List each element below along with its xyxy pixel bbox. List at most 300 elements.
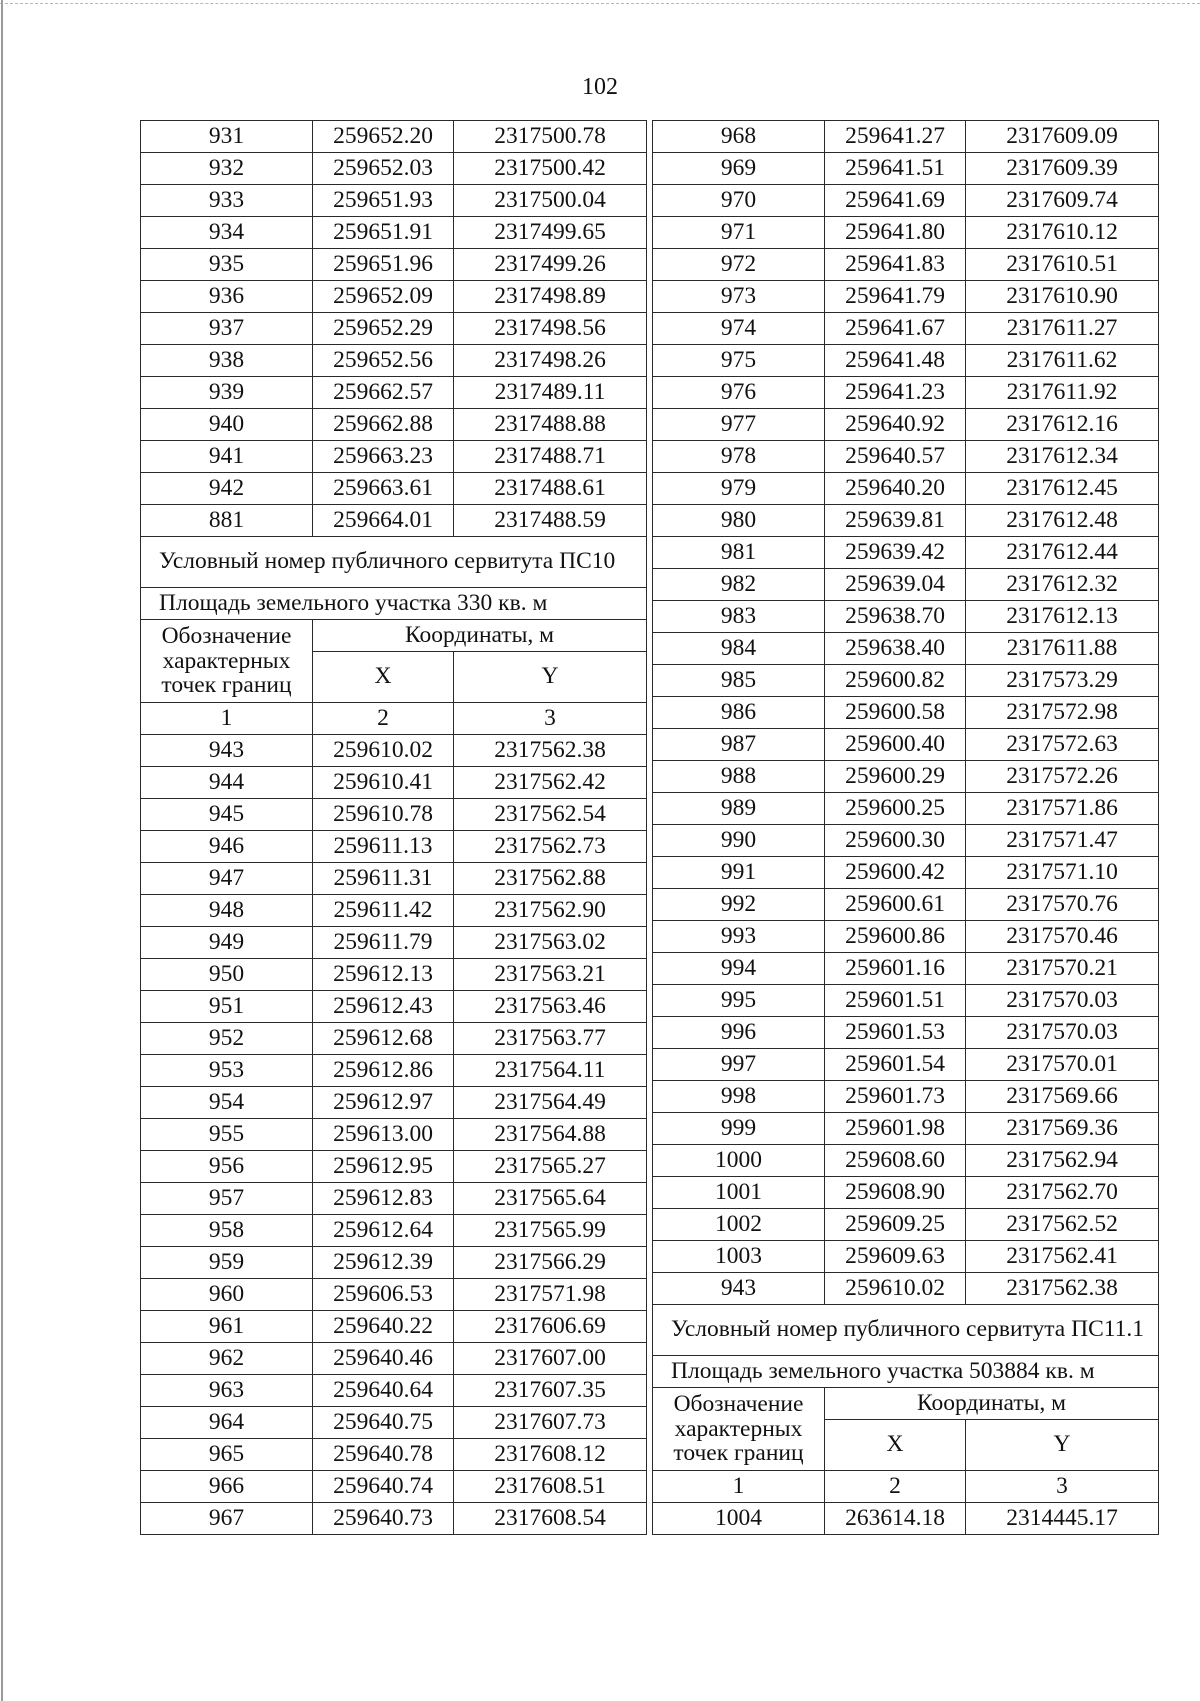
table-row <box>653 857 1159 889</box>
x-coordinate: 259606.53 <box>313 1279 454 1311</box>
y-coordinate: 2314445.17 <box>966 1503 1159 1535</box>
x-coordinate: 259609.63 <box>825 1241 966 1273</box>
x-coordinate: 259640.92 <box>825 409 966 441</box>
x-coordinate: 259612.64 <box>313 1215 454 1247</box>
table-row <box>141 441 647 473</box>
coordinates-column-header: Координаты, м <box>825 1388 1159 1420</box>
x-coordinate: 259641.83 <box>825 249 966 281</box>
x-coordinate: 259612.43 <box>313 991 454 1023</box>
table-row <box>653 793 1159 825</box>
y-coordinate: 2317566.29 <box>454 1247 647 1279</box>
table-row <box>653 505 1159 537</box>
x-coordinate: 259652.09 <box>313 281 454 313</box>
x-coordinate: 263614.18 <box>825 1503 966 1535</box>
x-coordinate: 259652.29 <box>313 313 454 345</box>
x-coordinate: 259640.74 <box>313 1471 454 1503</box>
point-number: 941 <box>141 441 313 473</box>
y-coordinate: 2317500.42 <box>454 153 647 185</box>
x-coordinate: 259652.56 <box>313 345 454 377</box>
page-number: 102 <box>582 74 618 100</box>
x-coordinate: 259641.80 <box>825 217 966 249</box>
column-number-1: 1 <box>141 703 313 735</box>
point-number: 974 <box>653 313 825 345</box>
x-coordinate: 259601.54 <box>825 1049 966 1081</box>
y-coordinate: 2317562.73 <box>454 831 647 863</box>
table-row <box>653 761 1159 793</box>
x-coordinate: 259612.68 <box>313 1023 454 1055</box>
y-coordinate: 2317571.10 <box>966 857 1159 889</box>
y-coordinate: 2317488.59 <box>454 505 647 537</box>
point-number: 995 <box>653 985 825 1017</box>
table-row <box>141 927 647 959</box>
point-number: 965 <box>141 1439 313 1471</box>
servitude-title: Условный номер публичного сервитута ПС10 <box>141 537 647 588</box>
table-row <box>653 121 1159 153</box>
point-number: 957 <box>141 1183 313 1215</box>
table-row <box>141 1183 647 1215</box>
table-row <box>653 825 1159 857</box>
point-number: 938 <box>141 345 313 377</box>
table-row <box>653 1273 1159 1305</box>
y-coordinate: 2317612.34 <box>966 441 1159 473</box>
table-row <box>653 665 1159 697</box>
x-coordinate: 259640.57 <box>825 441 966 473</box>
y-coordinate: 2317572.98 <box>966 697 1159 729</box>
y-coordinate: 2317563.46 <box>454 991 647 1023</box>
table-row <box>653 697 1159 729</box>
point-number: 975 <box>653 345 825 377</box>
table-row <box>141 1055 647 1087</box>
table-row <box>141 1023 647 1055</box>
point-number: 944 <box>141 767 313 799</box>
point-number: 933 <box>141 185 313 217</box>
point-number: 971 <box>653 217 825 249</box>
table-row <box>653 921 1159 953</box>
y-coordinate: 2317607.00 <box>454 1343 647 1375</box>
x-coordinate: 259641.69 <box>825 185 966 217</box>
x-coordinate: 259641.67 <box>825 313 966 345</box>
x-coordinate: 259608.90 <box>825 1177 966 1209</box>
point-number: 940 <box>141 409 313 441</box>
y-coordinate: 2317564.88 <box>454 1119 647 1151</box>
x-coordinate: 259600.40 <box>825 729 966 761</box>
point-number: 994 <box>653 953 825 985</box>
table-row <box>141 1215 647 1247</box>
y-coordinate: 2317565.64 <box>454 1183 647 1215</box>
left-section-rows <box>141 735 647 1535</box>
x-coordinate: 259651.93 <box>313 185 454 217</box>
point-number: 996 <box>653 1017 825 1049</box>
table-row <box>141 959 647 991</box>
point-number: 932 <box>141 153 313 185</box>
table-row <box>141 767 647 799</box>
table-row <box>653 185 1159 217</box>
table-row <box>141 249 647 281</box>
point-number: 949 <box>141 927 313 959</box>
point-number: 1002 <box>653 1209 825 1241</box>
y-coordinate: 2317569.66 <box>966 1081 1159 1113</box>
point-number: 993 <box>653 921 825 953</box>
x-coordinate: 259601.98 <box>825 1113 966 1145</box>
table-row <box>141 1311 647 1343</box>
y-coordinate: 2317562.41 <box>966 1241 1159 1273</box>
table-row <box>653 281 1159 313</box>
point-number: 990 <box>653 825 825 857</box>
x-coordinate: 259638.40 <box>825 633 966 665</box>
y-coordinate: 2317570.21 <box>966 953 1159 985</box>
table-row <box>141 1471 647 1503</box>
y-coordinate: 2317608.12 <box>454 1439 647 1471</box>
point-number: 997 <box>653 1049 825 1081</box>
left-section-header <box>141 537 647 735</box>
table-row <box>653 153 1159 185</box>
y-coordinate: 2317607.73 <box>454 1407 647 1439</box>
x-column-header: X <box>825 1420 966 1471</box>
x-coordinate: 259600.30 <box>825 825 966 857</box>
x-coordinate: 259662.57 <box>313 377 454 409</box>
table-row <box>653 985 1159 1017</box>
y-coordinate: 2317612.16 <box>966 409 1159 441</box>
table-row <box>141 473 647 505</box>
x-coordinate: 259612.97 <box>313 1087 454 1119</box>
point-number: 950 <box>141 959 313 991</box>
y-coordinate: 2317500.04 <box>454 185 647 217</box>
point-number: 935 <box>141 249 313 281</box>
area-title: Площадь земельного участка 503884 кв. м <box>653 1356 1159 1388</box>
y-coordinate: 2317610.90 <box>966 281 1159 313</box>
y-coordinate: 2317565.27 <box>454 1151 647 1183</box>
table-row <box>141 281 647 313</box>
y-coordinate: 2317573.29 <box>966 665 1159 697</box>
y-coordinate: 2317612.32 <box>966 569 1159 601</box>
x-coordinate: 259640.75 <box>313 1407 454 1439</box>
y-coordinate: 2317563.02 <box>454 927 647 959</box>
x-coordinate: 259612.13 <box>313 959 454 991</box>
y-coordinate: 2317562.94 <box>966 1145 1159 1177</box>
table-row <box>141 991 647 1023</box>
y-coordinate: 2317611.88 <box>966 633 1159 665</box>
y-coordinate: 2317612.48 <box>966 505 1159 537</box>
table-row <box>653 953 1159 985</box>
table-row <box>653 1113 1159 1145</box>
y-coordinate: 2317564.49 <box>454 1087 647 1119</box>
x-coordinate: 259611.42 <box>313 895 454 927</box>
point-number: 977 <box>653 409 825 441</box>
y-column-header: Y <box>966 1420 1159 1471</box>
y-coordinate: 2317570.03 <box>966 1017 1159 1049</box>
x-coordinate: 259611.79 <box>313 927 454 959</box>
y-coordinate: 2317563.21 <box>454 959 647 991</box>
point-number: 984 <box>653 633 825 665</box>
y-coordinate: 2317572.63 <box>966 729 1159 761</box>
table-row <box>141 895 647 927</box>
point-number: 939 <box>141 377 313 409</box>
y-coordinate: 2317608.54 <box>454 1503 647 1535</box>
point-number: 943 <box>653 1273 825 1305</box>
table-row <box>141 1119 647 1151</box>
x-coordinate: 259601.16 <box>825 953 966 985</box>
point-number: 978 <box>653 441 825 473</box>
x-coordinate: 259610.02 <box>313 735 454 767</box>
table-row <box>653 1017 1159 1049</box>
point-number: 964 <box>141 1407 313 1439</box>
point-number: 982 <box>653 569 825 601</box>
point-number: 967 <box>141 1503 313 1535</box>
point-number: 985 <box>653 665 825 697</box>
y-coordinate: 2317612.45 <box>966 473 1159 505</box>
x-coordinate: 259600.29 <box>825 761 966 793</box>
x-coordinate: 259600.86 <box>825 921 966 953</box>
x-coordinate: 259600.25 <box>825 793 966 825</box>
x-coordinate: 259608.60 <box>825 1145 966 1177</box>
y-coordinate: 2317565.99 <box>454 1215 647 1247</box>
y-coordinate: 2317607.35 <box>454 1375 647 1407</box>
y-coordinate: 2317571.86 <box>966 793 1159 825</box>
table-row <box>653 249 1159 281</box>
point-number: 1000 <box>653 1145 825 1177</box>
y-coordinate: 2317612.44 <box>966 537 1159 569</box>
y-coordinate: 2317489.11 <box>454 377 647 409</box>
y-coordinate: 2317570.76 <box>966 889 1159 921</box>
point-number: 948 <box>141 895 313 927</box>
y-coordinate: 2317611.92 <box>966 377 1159 409</box>
y-coordinate: 2317498.26 <box>454 345 647 377</box>
x-coordinate: 259612.83 <box>313 1183 454 1215</box>
table-row <box>141 799 647 831</box>
y-coordinate: 2317562.88 <box>454 863 647 895</box>
y-coordinate: 2317562.70 <box>966 1177 1159 1209</box>
table-row <box>653 1049 1159 1081</box>
table-row <box>653 313 1159 345</box>
coordinates-table-right <box>652 120 1159 1535</box>
y-coordinate: 2317562.54 <box>454 799 647 831</box>
table-row <box>141 1279 647 1311</box>
y-coordinate: 2317609.09 <box>966 121 1159 153</box>
y-coordinate: 2317498.89 <box>454 281 647 313</box>
point-number: 970 <box>653 185 825 217</box>
y-coordinate: 2317612.13 <box>966 601 1159 633</box>
table-row <box>141 1439 647 1471</box>
table-row <box>653 441 1159 473</box>
table-row <box>653 377 1159 409</box>
y-coordinate: 2317606.69 <box>454 1311 647 1343</box>
table-row <box>141 1343 647 1375</box>
table-row <box>653 1503 1159 1535</box>
table-row <box>653 409 1159 441</box>
x-coordinate: 259639.81 <box>825 505 966 537</box>
x-coordinate: 259613.00 <box>313 1119 454 1151</box>
y-column-header: Y <box>454 652 647 703</box>
point-number: 979 <box>653 473 825 505</box>
point-number: 953 <box>141 1055 313 1087</box>
x-coordinate: 259640.64 <box>313 1375 454 1407</box>
point-number: 952 <box>141 1023 313 1055</box>
table-row <box>653 217 1159 249</box>
table-row <box>141 185 647 217</box>
points-column-header: Обозначение характерных точек границ <box>141 620 313 703</box>
x-column-header: X <box>313 652 454 703</box>
x-coordinate: 259601.73 <box>825 1081 966 1113</box>
x-coordinate: 259641.48 <box>825 345 966 377</box>
point-number: 955 <box>141 1119 313 1151</box>
point-number: 943 <box>141 735 313 767</box>
x-coordinate: 259612.95 <box>313 1151 454 1183</box>
y-coordinate: 2317562.42 <box>454 767 647 799</box>
point-number: 980 <box>653 505 825 537</box>
x-coordinate: 259601.53 <box>825 1017 966 1049</box>
point-number: 1001 <box>653 1177 825 1209</box>
point-number: 969 <box>653 153 825 185</box>
table-row <box>141 313 647 345</box>
y-coordinate: 2317498.56 <box>454 313 647 345</box>
point-number: 987 <box>653 729 825 761</box>
x-coordinate: 259641.51 <box>825 153 966 185</box>
y-coordinate: 2317611.62 <box>966 345 1159 377</box>
x-coordinate: 259600.42 <box>825 857 966 889</box>
y-coordinate: 2317488.61 <box>454 473 647 505</box>
table-row <box>141 377 647 409</box>
point-number: 958 <box>141 1215 313 1247</box>
x-coordinate: 259610.78 <box>313 799 454 831</box>
point-number: 962 <box>141 1343 313 1375</box>
x-coordinate: 259611.13 <box>313 831 454 863</box>
point-number: 954 <box>141 1087 313 1119</box>
point-number: 989 <box>653 793 825 825</box>
table-row <box>653 1081 1159 1113</box>
point-number: 961 <box>141 1311 313 1343</box>
right-rows-before <box>653 121 1159 1305</box>
point-number: 973 <box>653 281 825 313</box>
x-coordinate: 259640.22 <box>313 1311 454 1343</box>
area-title: Площадь земельного участка 330 кв. м <box>141 588 647 620</box>
y-coordinate: 2317609.39 <box>966 153 1159 185</box>
point-number: 986 <box>653 697 825 729</box>
x-coordinate: 259652.20 <box>313 121 454 153</box>
point-number: 936 <box>141 281 313 313</box>
x-coordinate: 259639.04 <box>825 569 966 601</box>
point-number: 951 <box>141 991 313 1023</box>
table-row <box>141 1503 647 1535</box>
table-row <box>141 1151 647 1183</box>
x-coordinate: 259640.46 <box>313 1343 454 1375</box>
point-number: 1003 <box>653 1241 825 1273</box>
point-number: 934 <box>141 217 313 249</box>
point-number: 1004 <box>653 1503 825 1535</box>
y-coordinate: 2317611.27 <box>966 313 1159 345</box>
table-row <box>141 345 647 377</box>
y-coordinate: 2317562.90 <box>454 895 647 927</box>
left-rows-before <box>141 121 647 537</box>
table-row <box>141 153 647 185</box>
table-row <box>653 729 1159 761</box>
scan-left-border <box>1 0 3 1701</box>
table-row <box>653 1241 1159 1273</box>
point-number: 972 <box>653 249 825 281</box>
table-row <box>653 1145 1159 1177</box>
point-number: 956 <box>141 1151 313 1183</box>
y-coordinate: 2317570.46 <box>966 921 1159 953</box>
x-coordinate: 259612.86 <box>313 1055 454 1087</box>
coordinates-column-header: Координаты, м <box>313 620 647 652</box>
table-row <box>141 831 647 863</box>
point-number: 988 <box>653 761 825 793</box>
table-row <box>653 1209 1159 1241</box>
x-coordinate: 259641.23 <box>825 377 966 409</box>
x-coordinate: 259641.27 <box>825 121 966 153</box>
y-coordinate: 2317608.51 <box>454 1471 647 1503</box>
x-coordinate: 259612.39 <box>313 1247 454 1279</box>
x-coordinate: 259640.20 <box>825 473 966 505</box>
point-number: 942 <box>141 473 313 505</box>
table-row <box>141 121 647 153</box>
y-coordinate: 2317562.52 <box>966 1209 1159 1241</box>
y-coordinate: 2317569.36 <box>966 1113 1159 1145</box>
y-coordinate: 2317488.71 <box>454 441 647 473</box>
x-coordinate: 259651.91 <box>313 217 454 249</box>
scan-top-border <box>0 3 1200 4</box>
point-number: 991 <box>653 857 825 889</box>
x-coordinate: 259639.42 <box>825 537 966 569</box>
table-row <box>653 1177 1159 1209</box>
table-row <box>141 217 647 249</box>
y-coordinate: 2317609.74 <box>966 185 1159 217</box>
x-coordinate: 259610.02 <box>825 1273 966 1305</box>
x-coordinate: 259601.51 <box>825 985 966 1017</box>
y-coordinate: 2317563.77 <box>454 1023 647 1055</box>
x-coordinate: 259638.70 <box>825 601 966 633</box>
point-number: 959 <box>141 1247 313 1279</box>
x-coordinate: 259641.79 <box>825 281 966 313</box>
y-coordinate: 2317564.11 <box>454 1055 647 1087</box>
x-coordinate: 259663.23 <box>313 441 454 473</box>
point-number: 881 <box>141 505 313 537</box>
table-row <box>141 1407 647 1439</box>
x-coordinate: 259663.61 <box>313 473 454 505</box>
x-coordinate: 259640.73 <box>313 1503 454 1535</box>
y-coordinate: 2317570.03 <box>966 985 1159 1017</box>
table-row <box>141 409 647 441</box>
y-coordinate: 2317499.26 <box>454 249 647 281</box>
y-coordinate: 2317500.78 <box>454 121 647 153</box>
y-coordinate: 2317488.88 <box>454 409 647 441</box>
table-row <box>653 889 1159 921</box>
point-number: 947 <box>141 863 313 895</box>
x-coordinate: 259652.03 <box>313 153 454 185</box>
point-number: 983 <box>653 601 825 633</box>
y-coordinate: 2317610.12 <box>966 217 1159 249</box>
column-number-1: 1 <box>653 1471 825 1503</box>
point-number: 999 <box>653 1113 825 1145</box>
table-row <box>653 345 1159 377</box>
table-row <box>141 863 647 895</box>
table-row <box>653 601 1159 633</box>
point-number: 968 <box>653 121 825 153</box>
table-row <box>653 537 1159 569</box>
x-coordinate: 259600.58 <box>825 697 966 729</box>
x-coordinate: 259651.96 <box>313 249 454 281</box>
table-row <box>141 505 647 537</box>
table-row <box>653 473 1159 505</box>
point-number: 981 <box>653 537 825 569</box>
table-row <box>141 735 647 767</box>
x-coordinate: 259600.82 <box>825 665 966 697</box>
point-number: 998 <box>653 1081 825 1113</box>
x-coordinate: 259664.01 <box>313 505 454 537</box>
x-coordinate: 259611.31 <box>313 863 454 895</box>
y-coordinate: 2317570.01 <box>966 1049 1159 1081</box>
table-row <box>653 569 1159 601</box>
y-coordinate: 2317499.65 <box>454 217 647 249</box>
